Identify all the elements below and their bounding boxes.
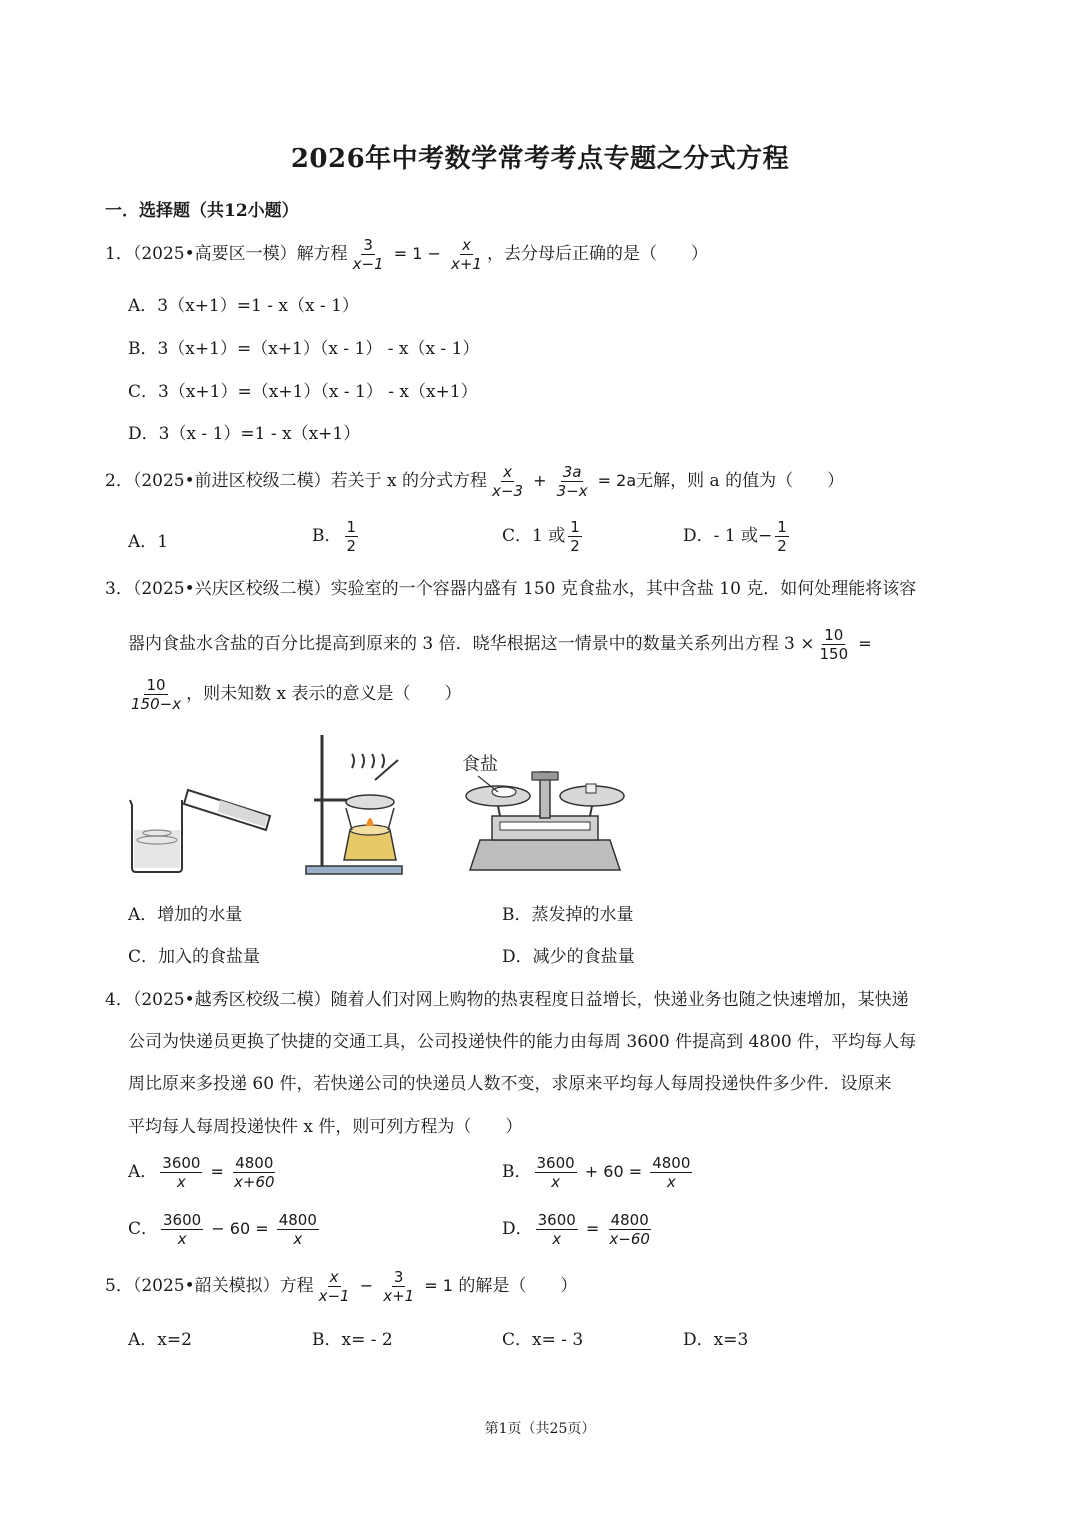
q2-frac-2: $\frac{3a}{3-x}$ <box>556 463 588 500</box>
question-5: 5．（2025•韶关模拟）方程 $\frac{x}{x-1}$ − $\frac{3}{x+1}$ = 1 的解是（ ） <box>105 1268 578 1305</box>
q3-option-a[interactable]: A．增加的水量 <box>128 905 243 925</box>
q1-prefix: 1．（2025•高要区一模）解方程 <box>105 244 348 264</box>
q1-option-a[interactable]: A．3（x+1）=1 - x（x - 1） <box>128 296 359 316</box>
q2-option-a[interactable]: A．1 <box>128 532 169 552</box>
q4-option-c[interactable]: C． $\frac{3600}{x}$ − 60 = $\frac{4800}{x}$ <box>128 1211 317 1248</box>
question-4-line-3: 周比原来多投递 60 件，若快递公司的快递员人数不变，求原来平均每人每周投递快件多少件．设原来 <box>128 1074 892 1094</box>
q1-option-c[interactable]: C．3（x+1）=（x+1）（x - 1） - x（x+1） <box>128 382 478 402</box>
q2-frac-1: $\frac{x}{x-3}$ <box>492 463 524 500</box>
q4-option-b[interactable]: B． $\frac{3600}{x}$ + 60 = $\frac{4800}{x}$ <box>502 1154 691 1191</box>
question-4-line-4: 平均每人每周投递快件 x 件，则可列方程为（ ） <box>128 1117 523 1137</box>
q3-option-c[interactable]: C．加入的食盐量 <box>128 947 261 967</box>
question-3-line-3: $\frac{10}{150-x}$ ，则未知数 x 表示的意义是（ ） <box>131 676 462 713</box>
section-heading: 一．选择题（共12小题） <box>105 201 299 221</box>
q1-frac-2: $\frac{x}{x+1}$ <box>450 236 482 273</box>
q5-option-c[interactable]: C．x= - 3 <box>502 1330 584 1350</box>
q1-option-b[interactable]: B．3（x+1）=（x+1）（x - 1） - x（x - 1） <box>128 339 480 359</box>
question-4-line-1: 4．（2025•越秀区校级二模）随着人们对网上购物的热衷程度日益增长，快递业务也随之快速增加，某快递 <box>105 990 909 1010</box>
test-tube-icon <box>184 790 270 830</box>
question-2: 2．（2025•前进区校级二模）若关于 x 的分式方程 $\frac{x}{x-3}$ + $\frac{3a}{3-x}$ = 2a无解，则 a 的值为（ ） <box>105 463 845 500</box>
evaporation-stand-icon <box>306 735 402 874</box>
q3-option-d[interactable]: D．减少的食盐量 <box>502 947 635 967</box>
question-3-line-2: 器内食盐水含盐的百分比提高到原来的 3 倍．晓华根据这一情景中的数量关系列出方程 3 × $\frac{10}{150}$ = <box>128 626 872 663</box>
page-title: 2026年中考数学常考考点专题之分式方程 <box>290 144 790 174</box>
beaker-icon <box>130 800 182 872</box>
question-1: 1．（2025•高要区一模）解方程 $\frac{3}{x-1}$ = 1 − $\frac{x}{x+1}$ ，去分母后正确的是（ ） <box>105 236 708 273</box>
balance-scale-icon <box>466 772 624 870</box>
question-4-line-2: 公司为快递员更换了快捷的交通工具，公司投递快件的能力由每周 3600 件提高到 4800 件，平均每人每 <box>128 1032 917 1052</box>
lab-equipment-figure <box>120 730 640 885</box>
q4-option-a[interactable]: A． $\frac{3600}{x}$ = $\frac{4800}{x+60}$ <box>128 1154 275 1191</box>
q5-option-d[interactable]: D．x=3 <box>683 1330 749 1350</box>
q2-option-b[interactable]: B． $\frac{1}{2}$ <box>312 518 357 555</box>
q2-option-c[interactable]: C．1 或 $\frac{1}{2}$ <box>502 518 580 555</box>
salt-label: 食盐 <box>462 754 498 775</box>
q4-option-d[interactable]: D． $\frac{3600}{x}$ = $\frac{4800}{x-60}$ <box>502 1211 650 1248</box>
q1-suffix: ，去分母后正确的是（ ） <box>486 244 708 264</box>
q1-option-d[interactable]: D．3（x - 1）=1 - x（x+1） <box>128 424 361 444</box>
page-footer: 第1页（共25页） <box>484 1421 596 1437</box>
q5-option-a[interactable]: A．x=2 <box>128 1330 192 1350</box>
q2-option-d[interactable]: D．- 1 或− $\frac{1}{2}$ <box>683 518 787 555</box>
question-3-line-1: 3．（2025•兴庆区校级二模）实验室的一个容器内盛有 150 克食盐水，其中含盐 10 克．如何处理能将该容 <box>105 579 917 599</box>
q1-frac-1: $\frac{3}{x-1}$ <box>352 236 384 273</box>
q5-option-b[interactable]: B．x= - 2 <box>312 1330 393 1350</box>
q3-option-b[interactable]: B．蒸发掉的水量 <box>502 905 634 925</box>
